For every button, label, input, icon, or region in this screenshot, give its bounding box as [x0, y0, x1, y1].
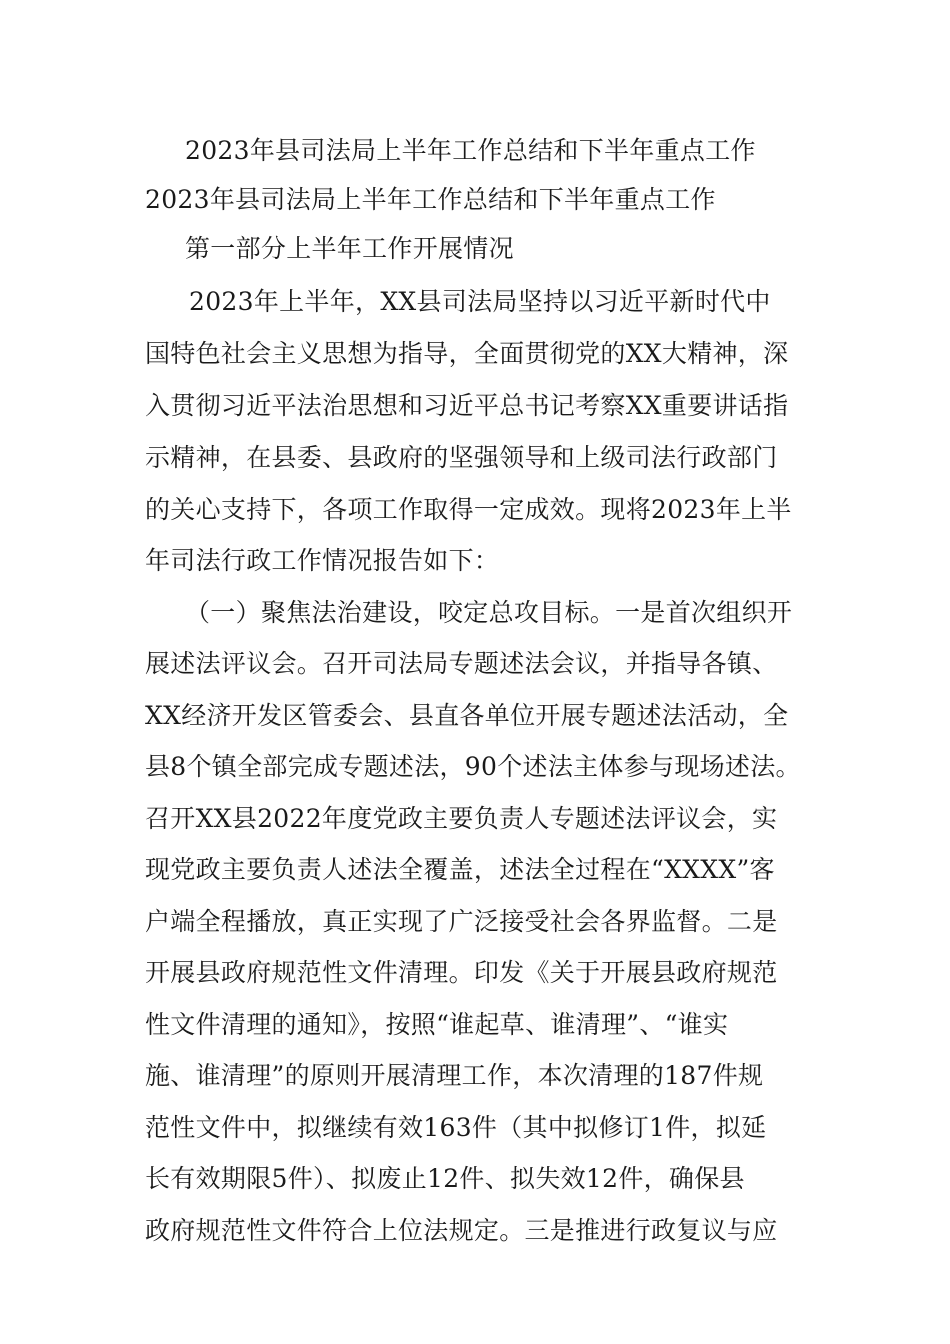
document-title-repeat: 2023年县司法局上半年工作总结和下半年重点工作: [145, 185, 716, 214]
paragraph-line: 入贯彻习近平法治思想和习近平总书记考察XX重要讲话指: [145, 391, 789, 420]
paragraph-line: 户端全程播放，真正实现了广泛接受社会各界监督。二是: [145, 907, 778, 936]
paragraph-line: 施、谁清理”的原则开展清理工作，本次清理的187件规: [145, 1061, 764, 1090]
paragraph-line: 县8个镇全部完成专题述法，90个述法主体参与现场述法。: [145, 752, 801, 781]
section-heading: 第一部分上半年工作开展情况: [185, 234, 514, 263]
document-title: 2023年县司法局上半年工作总结和下半年重点工作: [185, 136, 756, 165]
paragraph-line: 国特色社会主义思想为指导，全面贯彻党的XX大精神，深: [145, 339, 789, 368]
paragraph-line: 现党政主要负责人述法全覆盖，述法全过程在“XXXX”客: [145, 855, 775, 884]
paragraph-line: 开展县政府规范性文件清理。印发《关于开展县政府规范: [145, 958, 778, 987]
paragraph-line: 召开XX县2022年度党政主要负责人专题述法评议会，实: [145, 804, 778, 833]
paragraph-line: 展述法评议会。召开司法局专题述法会议，并指导各镇、: [145, 649, 778, 678]
paragraph-line: 的关心支持下，各项工作取得一定成效。现将2023年上半: [145, 495, 792, 524]
paragraph-line: 年司法行政工作情况报告如下：: [145, 546, 500, 575]
paragraph-line: 2023年上半年，XX县司法局坚持以习近平新时代中: [189, 287, 771, 316]
paragraph-line: XX经济开发区管委会、县直各单位开展专题述法活动，全: [145, 701, 789, 730]
paragraph-line: 长有效期限5件）、拟废止12件、拟失效12件，确保县: [145, 1164, 745, 1193]
paragraph-line: 示精神，在县委、县政府的坚强领导和上级司法行政部门: [145, 443, 778, 472]
paragraph-line: 性文件清理的通知》，按照“谁起草、谁清理”、“谁实: [145, 1010, 729, 1039]
paragraph-line: 政府规范性文件符合上位法规定。三是推进行政复议与应: [145, 1216, 778, 1245]
paragraph-line: （一）聚焦法治建设，咬定总攻目标。一是首次组织开: [185, 598, 793, 627]
paragraph-line: 范性文件中，拟继续有效163件（其中拟修订1件，拟延: [145, 1113, 767, 1142]
